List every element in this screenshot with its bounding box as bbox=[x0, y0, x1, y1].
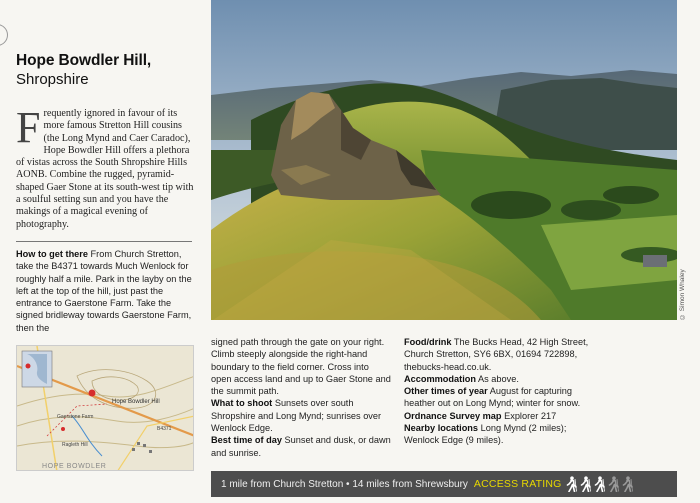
other-times-entry bbox=[404, 385, 590, 410]
dropcap-letter: F bbox=[16, 103, 41, 152]
map-label-summit: Hope Bowdler Hill bbox=[112, 399, 160, 405]
heading-block bbox=[16, 52, 194, 89]
best-time-heading: Best time of day bbox=[211, 435, 282, 446]
directions-continued: signed path through the gate on your right. Climb steeply alongside the right-hand boundary to the field corner. Cross into open access land and up to Gaer Stone and the summit path. bbox=[211, 337, 391, 397]
food-drink-entry bbox=[404, 336, 590, 373]
accommodation-text: As above. bbox=[478, 373, 519, 384]
food-drink-heading: Food/drink bbox=[404, 337, 452, 347]
location-map bbox=[16, 345, 194, 471]
what-to-shoot-heading: What to shoot bbox=[211, 398, 273, 409]
best-time-entry bbox=[211, 434, 391, 459]
how-to-get-there-section bbox=[16, 248, 198, 334]
intro-paragraph bbox=[16, 103, 194, 231]
how-to-get-there-heading: How to get there bbox=[16, 249, 88, 259]
accommodation-entry bbox=[404, 373, 590, 385]
info-footer-bar bbox=[211, 471, 677, 497]
location-county: Shropshire bbox=[16, 71, 89, 88]
section-divider bbox=[16, 241, 192, 242]
food-drink-text: The Bucks Head, 42 High Street, Church Stretton, SY6 6BX, 01694 722898, thebucks-head.co.uk. bbox=[404, 337, 589, 372]
photo-illustration bbox=[211, 0, 677, 320]
other-times-heading: Other times of year bbox=[404, 386, 488, 397]
map-label-village: HOPE BOWDLER bbox=[42, 463, 107, 470]
walker-icon-filled bbox=[565, 476, 578, 492]
intro-text: requently ignored in favour of its more famous Stretton Hill cousins (the Long Mynd and Caer Caradoc), Hope Bowdler Hill offers a plethora of vistas across the South Shropshire Hills AONB. Combine the rugged, pyramid-shaped Gaer Stone at its south-west tip with a soulful setting sun and you have the makings of a magical evening of photography. bbox=[16, 108, 194, 230]
nearby-entry bbox=[404, 422, 590, 447]
what-to-shoot-entry bbox=[211, 397, 391, 434]
nearby-heading: Nearby locations bbox=[404, 423, 479, 434]
access-rating-icons bbox=[565, 476, 634, 492]
middle-column bbox=[211, 336, 391, 459]
page-edge-mark bbox=[0, 24, 8, 46]
nearby-text: Long Mynd (2 miles); Wenlock Edge (9 miles). bbox=[404, 423, 567, 446]
access-rating-label: ACCESS RATING bbox=[473, 478, 562, 490]
map-label-hill: Ragleth Hill bbox=[62, 442, 88, 448]
what-to-shoot-text: Sunsets over south Shropshire and Long Mynd; sunrises over Wenlock Edge. bbox=[211, 398, 382, 434]
walker-icon-empty bbox=[607, 476, 620, 492]
accommodation-heading: Accommodation bbox=[404, 373, 476, 384]
os-map-entry bbox=[404, 410, 590, 422]
best-time-text: Sunset and dusk, or dawn and sunrise. bbox=[211, 435, 391, 458]
photo-credit: © Simon Whaley bbox=[679, 269, 686, 320]
walker-icon-filled bbox=[579, 476, 592, 492]
map-illustration bbox=[17, 346, 194, 471]
location-title: Hope Bowdler Hill, bbox=[16, 52, 152, 69]
os-map-heading: Ordnance Survey map bbox=[404, 410, 502, 421]
map-label-farm: Gaerstone Farm bbox=[57, 414, 94, 420]
walker-icon-empty bbox=[621, 476, 634, 492]
how-to-get-there-text: From Church Stretton, take the B4371 towards Much Wenlock for roughly half a mile. Park in the layby on the left at the top of the hill, just past the entrance to Gaerstone Farm. Take the signed bridleway towards Gaerstone Farm, then the bbox=[16, 249, 192, 333]
distance-text: 1 mile from Church Stretton • 14 miles from Shrewsbury bbox=[221, 478, 468, 490]
other-times-text: August for capturing heather out on Long Mynd; winter for snow. bbox=[404, 386, 581, 409]
os-map-text: Explorer 217 bbox=[504, 410, 557, 421]
map-label-road: B4371 bbox=[157, 426, 172, 432]
landscape-photo bbox=[211, 0, 677, 320]
right-column bbox=[404, 336, 590, 447]
walker-icon-filled bbox=[593, 476, 606, 492]
